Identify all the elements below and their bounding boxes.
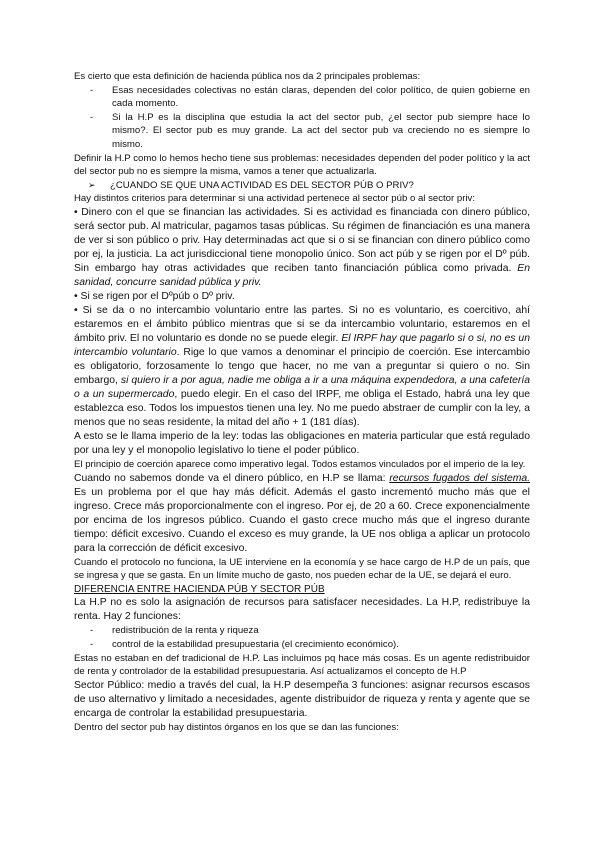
paragraph-intro: Es cierto que esta definición de hacienda pública nos da 2 principales problemas: bbox=[74, 71, 421, 82]
text-run: Cuando no sabemos donde va el dinero público, en H.P se llama: bbox=[74, 472, 390, 484]
text-run: • Si se da o no intercambio voluntario entre las partes. Si no es voluntario, es coercitivo, ahí estaremos en el ámbito público mientras que si se da intercambio voluntario, estaremos en el ámbito priv. El no voluntario es donde no se puede elegir. bbox=[74, 304, 530, 344]
paragraph-functions: La H.P no es solo la asignación de recursos para satisfacer necesidades. La H.P, redistribuye la renta. Hay 2 funciones: bbox=[74, 597, 530, 623]
italic-run: En sanidad, concurre sanidad pública y priv. bbox=[74, 262, 530, 288]
italic-run: si quiero ir a por agua, nadie me obliga a ir a una máquina expendedora, a una cafetería o a un supermercado bbox=[74, 374, 530, 400]
dash-marker: - bbox=[90, 84, 94, 96]
paragraph-definition: Definir la H.P como lo hemos hecho tiene sus problemas: necesidades dependen del poder político y la act del sector pub no es siempre la misma, vamos a tener que actualizarla. bbox=[74, 152, 530, 178]
list-item bbox=[74, 624, 530, 638]
paragraph-criteria: Hay distintos criterios para determinar si una actividad pertenece al sector púb o al sector priv: bbox=[74, 193, 475, 205]
text-run: • Dinero con el que se financian las actividades. Si es actividad es financiada con dinero público, será sector pub. Al matricular, pagamos tasas públicas. Su régimen de financiación es una manera de ver si son público o priv. Hay determinadas act que si o si se financian con dinero público como por ej, la justicia. La act jurisdiccional tiene monopolio único. Son act púb y se rigen por el Dº púb. Sin embargo hay otras actividades que reciben tanto financiación pública como privada. bbox=[74, 206, 530, 274]
italic-run: El IRPF hay que pagarlo si o si, no es un intercambio voluntario bbox=[74, 332, 530, 358]
list-item-text: control de la estabilidad presupuestaria (el crecimiento económico). bbox=[112, 638, 399, 650]
paragraph-exchange bbox=[74, 304, 530, 430]
paragraph-coercion: El principio de coerción aparece como imperativo legal. Todos estamos vinculados por el imperio de la ley. bbox=[74, 458, 526, 470]
text-run: Es un problema por el que hay más déficit. Además el gasto incrementó mucho más que el ingreso. Crece más proporcionalmente con el ingreso. Por ej, de 20 a 60. Crece exponencialmente por encima de los ingresos público. Cuando el gasto crece mucho más que el ingreso durante tiempo: déficit excesivo. Cuando el exceso es muy grande, la UE nos obliga a aplicar un protocolo para la corrección de déficit excesivo. bbox=[74, 486, 530, 554]
list-item-text: redistribución de la renta y riqueza bbox=[112, 625, 259, 637]
dash-marker: - bbox=[90, 111, 94, 123]
arrow-bullet-icon: ➢ bbox=[88, 179, 96, 190]
list-item bbox=[74, 84, 530, 111]
section-heading: DIFERENCIA ENTRE HACIENDA PÚB Y SECTOR PÚB bbox=[74, 583, 325, 595]
list-item bbox=[74, 638, 530, 652]
document-page bbox=[74, 70, 530, 734]
paragraph-law: • Si se rigen por el Dºpúb o Dº priv. bbox=[74, 290, 235, 302]
text-run: . Rige lo que vamos a denominar el principio de coerción. Ese intercambio es obligatorio, forzosamente lo tengo que hacer, no me van a preguntar si quiero o no. Sin embargo, bbox=[74, 346, 530, 386]
list-item-text: Esas necesidades colectivas no están claras, dependen del color político, de quien gobierne en cada momento. bbox=[112, 84, 530, 110]
paragraph-update: Estas no estaban en def tradicional de H.P. Las incluimos pq hace más cosas. Es un agente redistribuidor de renta y controlador de la estabilidad presupuestaria. Así actualizamos el concepto de H.P bbox=[74, 652, 530, 678]
dash-marker: - bbox=[90, 625, 94, 637]
dash-marker: - bbox=[90, 638, 94, 650]
paragraph-protocol: Cuando el protocolo no funciona, la UE interviene en la economía y se hace cargo de H.P de un país, que se ingresa y que se gasta. En un límite mucho de gasto, nos pueden echar de la UE, se dejará el euro. bbox=[74, 556, 530, 582]
question-line bbox=[74, 179, 530, 193]
underlined-italic-run: recursos fugados del sistema. bbox=[389, 472, 531, 484]
list-item bbox=[74, 111, 530, 152]
paragraph-organs: Dentro del sector pub hay distintos órganos en los que se dan las funciones: bbox=[74, 721, 399, 733]
question-text: ¿CUANDO SE QUE UNA ACTIVIDAD ES DEL SECTOR PÚB O PRIV? bbox=[110, 179, 414, 191]
list-item-text: Si la H.P es la disciplina que estudia la act del sector pub, ¿el sector pub siempre hace lo mismo?. El sector pub es muy grande. La act del sector pub va creciendo no es siempre lo mismo. bbox=[112, 111, 530, 150]
paragraph-financing bbox=[74, 206, 530, 290]
paragraph-deficit bbox=[74, 472, 530, 556]
text-run: , puedo elegir. En el caso del IRPF, me obliga el Estado, habrá una ley que establezca eso. Todos los impuestos tienen una ley. No me puedo abstraer de cumplir con la ley, a menos que no seas residente, la mitad del año + 1 (181 días). bbox=[74, 388, 530, 428]
paragraph-public-sector: Sector Público: medio a través del cual, la H.P desempeña 3 funciones: asignar recursos escasos de uso alternativo y limitado a necesidades, agente distribuidor de riqueza y renta y agente que se encarga de controlar la estabilidad presupuestaria. bbox=[74, 679, 530, 719]
paragraph-rule-of-law: A esto se le llama imperio de la ley: todas las obligaciones en materia particular que está regulado por una ley y el monopolio legislativo lo tiene el poder público. bbox=[74, 430, 530, 456]
